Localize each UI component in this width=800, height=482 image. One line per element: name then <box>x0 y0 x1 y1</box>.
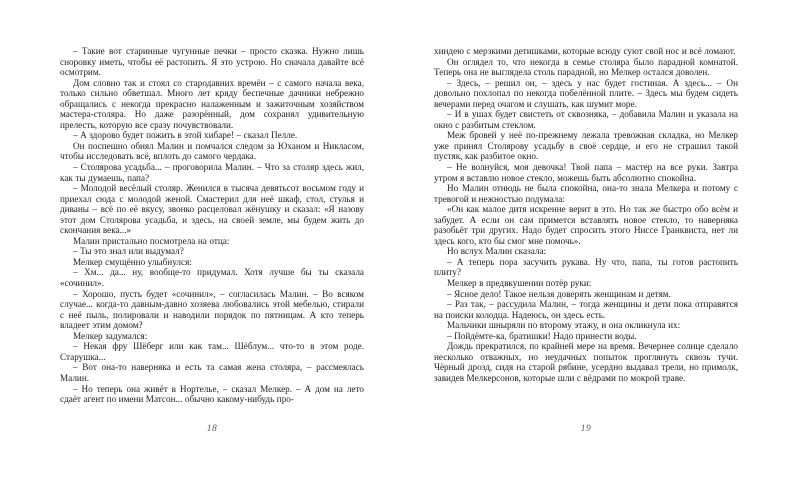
paragraph: Но вслух Малин сказала: <box>447 246 547 257</box>
paragraph: – Раз так, – рассудила Малин, – тогда женщины и дети пока отправятся на поиски колодца. Надеюсь, он здесь есть. <box>434 299 738 320</box>
paragraph: Мальчики шныряли по второму этажу, и она окликнула их: <box>447 320 681 331</box>
page-left <box>60 46 364 405</box>
paragraph: Мелкер задумался: <box>73 330 148 341</box>
paragraph: – Хм... да... ну, вообще-то придумал. Хотя лучше бы ты сказала «сочинил». <box>60 267 364 289</box>
paragraph: Мелкер смущённо улыбнулся: <box>73 256 192 267</box>
paragraph: Он оглядел то, что некогда в семье столяра было парадной комнатой. Теперь она не выглядела столь парадной, но Мелкер остался доволен. <box>434 56 738 78</box>
paragraph: – Не волнуйся, моя девочка! Твой папа – мастер на все руки. Завтра утром я вставлю новое стекло, можешь быть абсолютно спокойна. <box>434 162 738 183</box>
paragraph: – Пойдёмте-ка, братишки! Надо принести воды. <box>447 330 637 341</box>
right-page-text <box>434 46 738 384</box>
paragraph: Он поспешно обнял Малин и помчался следом за Юханом и Никласом, чтобы исследовать всё, вплоть до самого чердака. <box>60 140 364 162</box>
paragraph: Но Малин отнюдь не была спокойна, она-то знала Мелкера и потому с тревогой и нежностью подумала: <box>434 183 738 204</box>
paragraph: – Но теперь она живёт в Нортелье, – сказал Мелкер. – А дом на лето сдаёт агент по имени Матсон... обычно какому-нибудь про- <box>60 383 364 405</box>
paragraph: – А теперь пора засучить рукава. Ну что, папа, ты готов растопить плиту? <box>434 256 738 278</box>
left-page-number: 18 <box>206 424 218 434</box>
paragraph: – А здорово будет пожить в этой хибаре! – сказал Пелле. <box>73 130 298 141</box>
paragraph: – Такие вот старинные чугунные печки – просто сказка. Нужно лишь сноровку иметь, чтобы её растопить. Я это устрою. Но сначала давайте всё осмотрим. <box>60 46 364 78</box>
paragraph: – Здесь, – решил он, – здесь у нас будет гостиная. А здесь... – Он довольно похлопал по некогда побелённой плите. – Здесь мы будем сидеть вечерами перед очагом и слушать, как шумит море. <box>434 77 738 109</box>
paragraph: – Хорошо, пусть будет «сочинил», – согласилась Малин. – Во всяком случае... когда-то давным-давно хозяева любовались этой мебелью, стирали с неё пыль, полировали и наводили порядок по пятницам. А кто теперь владеет этим домом? <box>60 288 364 331</box>
paragraph: – Ты это знал или выдумал? <box>73 246 184 257</box>
paragraph: Мелкер в предвкушении потёр руки: <box>447 278 592 289</box>
paragraph: – И в ушах будет свистеть от сквозняка, – добавила Малин и указала на окно с разбитым стеклом. <box>434 109 738 130</box>
left-page-text <box>60 46 364 405</box>
paragraph: Малин пристально посмотрела на отца: <box>73 235 230 246</box>
paragraph: – Молодой весёлый столяр. Женился в тысяча девятьсот восьмом году и приехал сюда с молодой женой. Смастерил для неё шкаф, стол, стулья и диваны – всё по её вкусу, звонко расцеловал жёнушку и сказал: «Я назову этот дом Столярова усадьба, и здесь, на своей земле, мы будем жить до скончания века...» <box>60 183 364 236</box>
paragraph: хиндею с мерзкими детишками, которые всюду суют свой нос и всё ломают. <box>434 46 736 56</box>
paragraph: – Ясное дело! Такое нельзя доверять женщинам и детям. <box>447 288 671 299</box>
paragraph: – Столярова усадьба... – проговорила Малин. – Что за столяр здесь жил, как ты думаешь, папа? <box>60 162 364 183</box>
paragraph: Меж бровей у неё по-прежнему лежала тревожная складка, но Мелкер уже принял Столярову усадьбу в своё сердце, и его не страшил такой пустяк, как разбитое окно. <box>434 130 738 162</box>
paragraph: Дождь прекратился, по крайней мере на время. Вечернее солнце сделало несколько отважных, но неудачных попыток проглянуть сквозь тучи. Чёрный дрозд, сидя на старой рябине, усердно выдавал трели, но примолк, завидев Мелкерсонов, которые шли с вёдрами по мокрой траве. <box>434 341 738 383</box>
right-page-number: 19 <box>580 424 592 434</box>
paragraph: – Вот она-то наверняка и есть та самая жена столяра, – рассмеялась Малин. <box>60 362 364 383</box>
paragraph: «Он как малое дитя искренне верит в это. Но так же быстро обо всём и забудет. А если он сам примется вставлять новое стекло, то наверняка разобьёт три других. Надо будет спросить этого Ниссе Гранквиста, нет ли здесь кого, кто бы смог мне помочь». <box>434 204 738 246</box>
paragraph: Дом словно так и стоял со стародавних времён – с самого начала века, только сильно обветшал. Много лет кряду беспечные дачники небрежно обращались с некогда прекрасно налаженным и зажиточным хозяйством мастера-столяра. Но даже разорённый, дом сохранял удивительную прелесть, которую все сразу почувствовали. <box>60 77 364 130</box>
paragraph: – Некая фру Шёберг или как там... Шёблум... что-то в этом роде. Старушка... <box>60 341 364 362</box>
page-right <box>434 46 738 384</box>
